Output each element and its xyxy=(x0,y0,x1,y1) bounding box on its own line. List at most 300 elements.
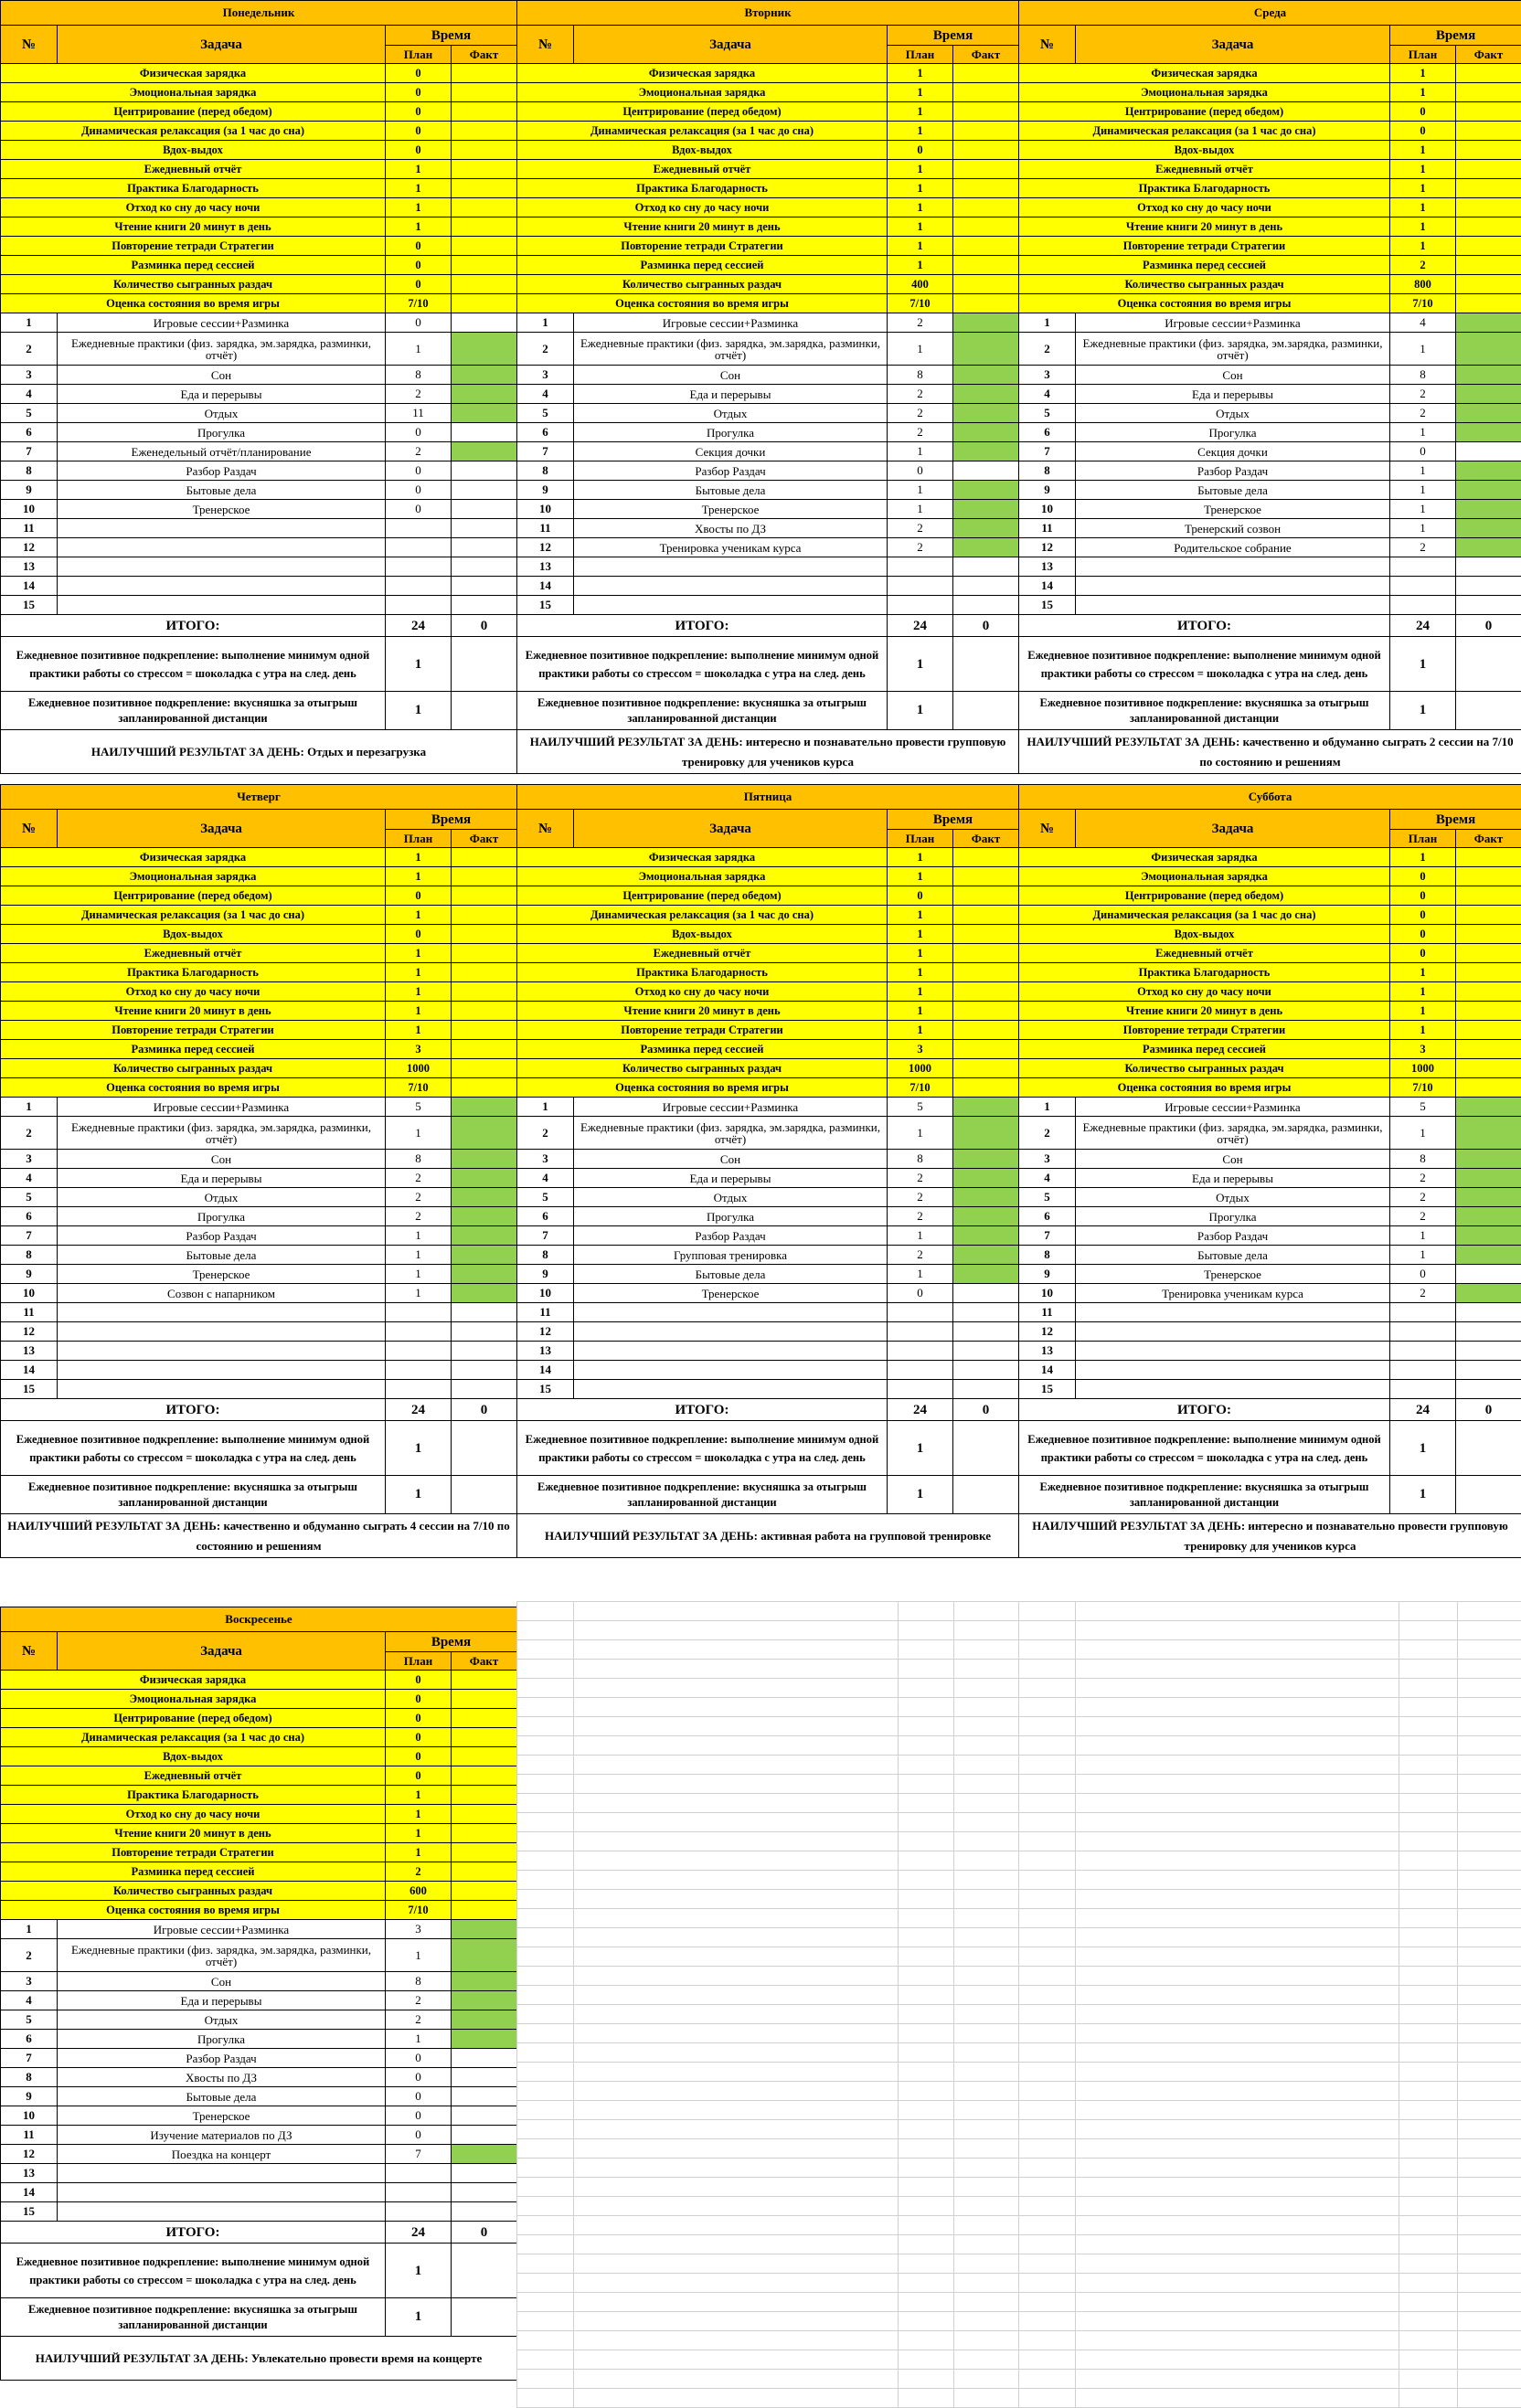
reinforcement-stress-label[interactable]: Ежедневное позитивное подкрепление: выполнение минимум одной практики работы со стрессом = шоколадка с утра на след. день xyxy=(517,637,888,692)
task-plan-hours[interactable]: 2 xyxy=(888,1246,953,1265)
task-fact-cell[interactable] xyxy=(953,1169,1019,1188)
task-name[interactable] xyxy=(58,2183,386,2202)
habit-label[interactable]: Повторение тетради Стратегии xyxy=(1,1021,386,1040)
task-plan-hours[interactable] xyxy=(888,1303,953,1322)
habit-fact-value[interactable] xyxy=(1456,1078,1521,1098)
day-title[interactable]: Среда xyxy=(1019,1,1521,26)
task-fact-cell[interactable] xyxy=(452,1342,517,1361)
habit-plan-value[interactable]: 1 xyxy=(386,1843,452,1862)
task-plan-hours[interactable]: 1 xyxy=(386,1246,452,1265)
habit-plan-value[interactable]: 3 xyxy=(888,1040,953,1059)
habit-fact-value[interactable] xyxy=(953,83,1019,102)
task-plan-hours[interactable]: 1 xyxy=(1390,1117,1456,1150)
task-fact-cell[interactable] xyxy=(452,1939,517,1972)
task-name[interactable]: Разбор Раздач xyxy=(58,461,386,481)
habit-fact-value[interactable] xyxy=(953,237,1019,256)
reinforcement-distance-fact[interactable] xyxy=(953,1476,1019,1514)
task-name[interactable]: Игровые сессии+Разминка xyxy=(58,1098,386,1117)
day-title[interactable]: Вторник xyxy=(517,1,1019,26)
task-fact-cell[interactable] xyxy=(1456,538,1521,557)
habit-label[interactable]: Отход ко сну до часу ночи xyxy=(1019,982,1390,1002)
habit-plan-value[interactable]: 0 xyxy=(386,122,452,141)
habit-fact-value[interactable] xyxy=(1456,141,1521,160)
habit-fact-value[interactable] xyxy=(452,982,517,1002)
task-plan-hours[interactable] xyxy=(888,1361,953,1380)
reinforcement-distance-value[interactable]: 1 xyxy=(386,1476,452,1514)
task-name[interactable]: Секция дочки xyxy=(1076,442,1390,461)
reinforcement-distance-fact[interactable] xyxy=(953,692,1019,730)
task-plan-hours[interactable]: 2 xyxy=(386,1207,452,1226)
habit-label[interactable]: Повторение тетради Стратегии xyxy=(1019,1021,1390,1040)
task-number[interactable]: 13 xyxy=(1019,1342,1076,1361)
task-name[interactable]: Сон xyxy=(574,1150,888,1169)
task-number[interactable]: 15 xyxy=(1,596,58,615)
best-result-cell[interactable] xyxy=(1019,1514,1521,1558)
habit-fact-value[interactable] xyxy=(452,179,517,198)
task-number[interactable]: 14 xyxy=(1019,577,1076,596)
task-number[interactable]: 1 xyxy=(1,1098,58,1117)
habit-plan-value[interactable]: 1 xyxy=(1390,160,1456,179)
habit-plan-value[interactable]: 1 xyxy=(1390,963,1456,982)
task-number[interactable]: 14 xyxy=(1019,1361,1076,1380)
task-name[interactable]: Отдых xyxy=(574,1188,888,1207)
habit-label[interactable]: Ежедневный отчёт xyxy=(517,160,888,179)
task-number[interactable]: 5 xyxy=(1,2010,58,2030)
reinforcement-distance-label[interactable]: Ежедневное позитивное подкрепление: вкусняшка за отыгрыш запланированной дистанции xyxy=(1019,692,1390,730)
task-fact-cell[interactable] xyxy=(452,2202,517,2222)
task-plan-hours[interactable] xyxy=(888,596,953,615)
habit-fact-value[interactable] xyxy=(452,217,517,237)
habit-plan-value[interactable]: 1 xyxy=(888,64,953,83)
habit-label[interactable]: Повторение тетради Стратегии xyxy=(1,237,386,256)
reinforcement-stress-value[interactable]: 1 xyxy=(888,637,953,692)
task-name[interactable]: Хвосты по ДЗ xyxy=(58,2068,386,2087)
habit-label[interactable]: Чтение книги 20 минут в день xyxy=(1,1824,386,1843)
total-plan[interactable]: 24 xyxy=(386,615,452,637)
habit-plan-value[interactable]: 1000 xyxy=(888,1059,953,1078)
task-fact-cell[interactable] xyxy=(953,423,1019,442)
habit-plan-value[interactable]: 0 xyxy=(1390,906,1456,925)
habit-plan-value[interactable]: 1 xyxy=(1390,1002,1456,1021)
habit-label[interactable]: Количество сыгранных раздач xyxy=(1,275,386,294)
habit-fact-value[interactable] xyxy=(452,1805,517,1824)
task-fact-cell[interactable] xyxy=(452,2010,517,2030)
task-plan-hours[interactable]: 1 xyxy=(1390,423,1456,442)
habit-plan-value[interactable]: 1 xyxy=(386,848,452,867)
habit-fact-value[interactable] xyxy=(452,1882,517,1901)
col-task-header[interactable]: Задача xyxy=(574,810,888,848)
task-plan-hours[interactable] xyxy=(386,1361,452,1380)
habit-fact-value[interactable] xyxy=(1456,256,1521,275)
habit-label[interactable]: Практика Благодарность xyxy=(1019,179,1390,198)
col-fact-header[interactable]: Факт xyxy=(953,830,1019,848)
habit-label[interactable]: Эмоциональная зарядка xyxy=(1019,867,1390,886)
habit-fact-value[interactable] xyxy=(953,925,1019,944)
task-plan-hours[interactable]: 0 xyxy=(386,2087,452,2106)
task-name[interactable]: Изучение материалов по ДЗ xyxy=(58,2126,386,2145)
task-number[interactable]: 14 xyxy=(1,577,58,596)
habit-plan-value[interactable]: 0 xyxy=(386,102,452,122)
habit-fact-value[interactable] xyxy=(953,179,1019,198)
col-fact-header[interactable]: Факт xyxy=(452,830,517,848)
task-name[interactable]: Игровые сессии+Разминка xyxy=(58,313,386,333)
task-name[interactable]: Тренировка ученикам курса xyxy=(1076,1284,1390,1303)
habit-label[interactable]: Отход ко сну до часу ночи xyxy=(517,982,888,1002)
habit-label[interactable]: Разминка перед сессией xyxy=(1,256,386,275)
task-number[interactable]: 11 xyxy=(1019,519,1076,538)
habit-label[interactable]: Оценка состояния во время игры xyxy=(1,1901,386,1920)
habit-fact-value[interactable] xyxy=(1456,867,1521,886)
habit-plan-value[interactable]: 0 xyxy=(386,1709,452,1728)
task-number[interactable]: 11 xyxy=(1019,1303,1076,1322)
task-plan-hours[interactable]: 2 xyxy=(1390,1188,1456,1207)
task-name[interactable]: Секция дочки xyxy=(574,442,888,461)
task-name[interactable]: Отдых xyxy=(574,404,888,423)
task-fact-cell[interactable] xyxy=(452,2049,517,2068)
task-fact-cell[interactable] xyxy=(953,1117,1019,1150)
task-plan-hours[interactable]: 1 xyxy=(888,1226,953,1246)
col-time-header[interactable]: Время xyxy=(386,810,517,830)
habit-label[interactable]: Оценка состояния во время игры xyxy=(1019,294,1390,313)
habit-fact-value[interactable] xyxy=(452,906,517,925)
task-number[interactable]: 12 xyxy=(517,1322,574,1342)
habit-label[interactable]: Практика Благодарность xyxy=(1,179,386,198)
task-fact-cell[interactable] xyxy=(1456,333,1521,366)
habit-label[interactable]: Центрирование (перед обедом) xyxy=(1019,886,1390,906)
habit-fact-value[interactable] xyxy=(452,198,517,217)
reinforcement-stress-label[interactable]: Ежедневное позитивное подкрепление: выполнение минимум одной практики работы со стрессом = шоколадка с утра на след. день xyxy=(1019,637,1390,692)
task-number[interactable]: 12 xyxy=(1,2145,58,2164)
habit-label[interactable]: Отход ко сну до часу ночи xyxy=(1,1805,386,1824)
task-fact-cell[interactable] xyxy=(953,557,1019,577)
habit-fact-value[interactable] xyxy=(1456,102,1521,122)
reinforcement-stress-fact[interactable] xyxy=(452,1421,517,1476)
habit-label[interactable]: Разминка перед сессией xyxy=(1019,1040,1390,1059)
task-name[interactable]: Тренерское xyxy=(58,500,386,519)
habit-label[interactable]: Центрирование (перед обедом) xyxy=(1,886,386,906)
habit-fact-value[interactable] xyxy=(953,64,1019,83)
habit-label[interactable]: Ежедневный отчёт xyxy=(1019,160,1390,179)
habit-plan-value[interactable]: 0 xyxy=(1390,102,1456,122)
task-fact-cell[interactable] xyxy=(1456,1380,1521,1399)
habit-fact-value[interactable] xyxy=(452,141,517,160)
task-fact-cell[interactable] xyxy=(452,1322,517,1342)
habit-plan-value[interactable]: 0 xyxy=(888,141,953,160)
habit-plan-value[interactable]: 0 xyxy=(386,141,452,160)
habit-label[interactable]: Динамическая релаксация (за 1 час до сна) xyxy=(1019,906,1390,925)
task-plan-hours[interactable]: 0 xyxy=(386,461,452,481)
habit-fact-value[interactable] xyxy=(1456,1059,1521,1078)
col-task-header[interactable]: Задача xyxy=(58,26,386,64)
task-number[interactable]: 8 xyxy=(1,461,58,481)
habit-label[interactable]: Оценка состояния во время игры xyxy=(1,1078,386,1098)
task-name[interactable]: Бытовые дела xyxy=(1076,481,1390,500)
col-number-header[interactable]: № xyxy=(1,1632,58,1671)
habit-label[interactable]: Количество сыгранных раздач xyxy=(517,1059,888,1078)
habit-fact-value[interactable] xyxy=(1456,179,1521,198)
habit-label[interactable]: Оценка состояния во время игры xyxy=(517,1078,888,1098)
task-name[interactable] xyxy=(1076,596,1390,615)
habit-label[interactable]: Чтение книги 20 минут в день xyxy=(517,1002,888,1021)
habit-label[interactable]: Отход ко сну до часу ночи xyxy=(1019,198,1390,217)
habit-fact-value[interactable] xyxy=(452,256,517,275)
habit-fact-value[interactable] xyxy=(452,1021,517,1040)
task-fact-cell[interactable] xyxy=(953,1226,1019,1246)
task-plan-hours[interactable] xyxy=(1390,557,1456,577)
habit-fact-value[interactable] xyxy=(452,963,517,982)
habit-plan-value[interactable]: 1 xyxy=(888,198,953,217)
task-number[interactable]: 11 xyxy=(1,519,58,538)
reinforcement-distance-value[interactable]: 1 xyxy=(888,1476,953,1514)
reinforcement-distance-fact[interactable] xyxy=(452,2298,517,2337)
habit-fact-value[interactable] xyxy=(452,886,517,906)
reinforcement-stress-fact[interactable] xyxy=(953,637,1019,692)
task-number[interactable]: 5 xyxy=(1019,404,1076,423)
habit-label[interactable]: Вдох-выдох xyxy=(517,925,888,944)
task-plan-hours[interactable] xyxy=(386,1303,452,1322)
habit-label[interactable]: Чтение книги 20 минут в день xyxy=(1,217,386,237)
task-plan-hours[interactable]: 1 xyxy=(1390,481,1456,500)
best-result-cell[interactable] xyxy=(517,730,1019,774)
task-name[interactable]: Разбор Раздач xyxy=(58,1226,386,1246)
task-plan-hours[interactable]: 2 xyxy=(386,2010,452,2030)
total-fact[interactable]: 0 xyxy=(452,2222,517,2244)
habit-label[interactable]: Вдох-выдох xyxy=(1,1747,386,1766)
task-name[interactable]: Бытовые дела xyxy=(574,481,888,500)
reinforcement-stress-label[interactable]: Ежедневное позитивное подкрепление: выполнение минимум одной практики работы со стрессом = шоколадка с утра на след. день xyxy=(1,1421,386,1476)
task-plan-hours[interactable]: 2 xyxy=(888,1169,953,1188)
task-plan-hours[interactable] xyxy=(386,2164,452,2183)
habit-label[interactable]: Динамическая релаксация (за 1 час до сна) xyxy=(517,906,888,925)
habit-plan-value[interactable]: 0 xyxy=(1390,122,1456,141)
habit-label[interactable]: Вдох-выдох xyxy=(1,141,386,160)
task-fact-cell[interactable] xyxy=(452,404,517,423)
task-fact-cell[interactable] xyxy=(452,519,517,538)
task-number[interactable]: 9 xyxy=(1019,481,1076,500)
reinforcement-stress-fact[interactable] xyxy=(1456,637,1521,692)
task-plan-hours[interactable]: 2 xyxy=(386,1188,452,1207)
task-name[interactable]: Сон xyxy=(58,1150,386,1169)
best-result-cell[interactable] xyxy=(1,730,517,774)
task-number[interactable]: 7 xyxy=(1,1226,58,1246)
habit-label[interactable]: Физическая зарядка xyxy=(1,64,386,83)
task-fact-cell[interactable] xyxy=(1456,1226,1521,1246)
task-number[interactable]: 7 xyxy=(517,442,574,461)
reinforcement-distance-value[interactable]: 1 xyxy=(1390,1476,1456,1514)
total-fact[interactable]: 0 xyxy=(452,1399,517,1421)
habit-fact-value[interactable] xyxy=(953,1021,1019,1040)
task-fact-cell[interactable] xyxy=(1456,1117,1521,1150)
task-plan-hours[interactable]: 2 xyxy=(1390,385,1456,404)
task-plan-hours[interactable] xyxy=(1390,1303,1456,1322)
task-fact-cell[interactable] xyxy=(452,1207,517,1226)
habit-label[interactable]: Эмоциональная зарядка xyxy=(1,1690,386,1709)
task-plan-hours[interactable]: 1 xyxy=(888,1265,953,1284)
habit-fact-value[interactable] xyxy=(452,160,517,179)
task-fact-cell[interactable] xyxy=(953,404,1019,423)
task-number[interactable]: 11 xyxy=(517,1303,574,1322)
task-fact-cell[interactable] xyxy=(953,1284,1019,1303)
habit-fact-value[interactable] xyxy=(953,1002,1019,1021)
task-plan-hours[interactable]: 2 xyxy=(386,442,452,461)
habit-label[interactable]: Разминка перед сессией xyxy=(517,1040,888,1059)
task-number[interactable]: 2 xyxy=(1019,333,1076,366)
reinforcement-stress-fact[interactable] xyxy=(1456,1421,1521,1476)
task-name[interactable]: Тренерское xyxy=(1076,500,1390,519)
task-plan-hours[interactable]: 2 xyxy=(888,313,953,333)
reinforcement-stress-value[interactable]: 1 xyxy=(386,1421,452,1476)
task-fact-cell[interactable] xyxy=(452,1380,517,1399)
task-fact-cell[interactable] xyxy=(452,577,517,596)
task-fact-cell[interactable] xyxy=(1456,1207,1521,1226)
task-fact-cell[interactable] xyxy=(452,313,517,333)
habit-fact-value[interactable] xyxy=(953,963,1019,982)
habit-plan-value[interactable]: 0 xyxy=(386,1690,452,1709)
habit-fact-value[interactable] xyxy=(452,1671,517,1690)
reinforcement-stress-fact[interactable] xyxy=(452,2244,517,2298)
task-name[interactable]: Еда и перерывы xyxy=(1076,1169,1390,1188)
task-number[interactable]: 10 xyxy=(517,1284,574,1303)
task-name[interactable]: Еда и перерывы xyxy=(58,1991,386,2010)
habit-fact-value[interactable] xyxy=(953,160,1019,179)
task-fact-cell[interactable] xyxy=(452,1361,517,1380)
task-fact-cell[interactable] xyxy=(1456,557,1521,577)
task-name[interactable]: Хвосты по ДЗ xyxy=(574,519,888,538)
task-plan-hours[interactable]: 0 xyxy=(386,2068,452,2087)
habit-fact-value[interactable] xyxy=(953,1078,1019,1098)
task-name[interactable]: Сон xyxy=(58,366,386,385)
habit-plan-value[interactable]: 1 xyxy=(1390,982,1456,1002)
habit-label[interactable]: Повторение тетради Стратегии xyxy=(1019,237,1390,256)
task-plan-hours[interactable]: 0 xyxy=(386,313,452,333)
task-plan-hours[interactable]: 8 xyxy=(888,1150,953,1169)
task-name[interactable]: Тренировка ученикам курса xyxy=(574,538,888,557)
task-name[interactable]: Тренерское xyxy=(58,1265,386,1284)
reinforcement-distance-label[interactable]: Ежедневное позитивное подкрепление: вкусняшка за отыгрыш запланированной дистанции xyxy=(517,1476,888,1514)
task-plan-hours[interactable]: 1 xyxy=(386,1284,452,1303)
habit-label[interactable]: Практика Благодарность xyxy=(1,1786,386,1805)
task-name[interactable]: Еда и перерывы xyxy=(574,1169,888,1188)
habit-fact-value[interactable] xyxy=(452,848,517,867)
task-fact-cell[interactable] xyxy=(1456,313,1521,333)
habit-plan-value[interactable]: 0 xyxy=(386,275,452,294)
task-number[interactable]: 11 xyxy=(1,2126,58,2145)
task-plan-hours[interactable]: 1 xyxy=(888,481,953,500)
col-task-header[interactable]: Задача xyxy=(58,810,386,848)
task-name[interactable]: Разбор Раздач xyxy=(574,461,888,481)
habit-fact-value[interactable] xyxy=(953,944,1019,963)
task-fact-cell[interactable] xyxy=(1456,500,1521,519)
habit-plan-value[interactable]: 1 xyxy=(386,867,452,886)
task-name[interactable]: Тренерское xyxy=(58,2106,386,2126)
total-plan[interactable]: 24 xyxy=(888,615,953,637)
task-number[interactable]: 1 xyxy=(1019,1098,1076,1117)
task-fact-cell[interactable] xyxy=(953,366,1019,385)
task-plan-hours[interactable]: 1 xyxy=(386,1226,452,1246)
task-fact-cell[interactable] xyxy=(1456,1361,1521,1380)
task-plan-hours[interactable] xyxy=(386,1322,452,1342)
task-plan-hours[interactable]: 5 xyxy=(1390,1098,1456,1117)
task-number[interactable]: 1 xyxy=(1019,313,1076,333)
habit-label[interactable]: Повторение тетради Стратегии xyxy=(517,237,888,256)
col-plan-header[interactable]: План xyxy=(386,46,452,64)
habit-plan-value[interactable]: 1 xyxy=(1390,141,1456,160)
task-plan-hours[interactable]: 2 xyxy=(1390,1169,1456,1188)
task-name[interactable] xyxy=(58,538,386,557)
task-number[interactable]: 11 xyxy=(1,1303,58,1322)
habit-plan-value[interactable]: 1 xyxy=(1390,198,1456,217)
task-name[interactable] xyxy=(58,557,386,577)
task-number[interactable]: 15 xyxy=(1,1380,58,1399)
task-plan-hours[interactable]: 1 xyxy=(386,2030,452,2049)
task-fact-cell[interactable] xyxy=(452,1117,517,1150)
task-fact-cell[interactable] xyxy=(452,1169,517,1188)
task-plan-hours[interactable]: 1 xyxy=(1390,461,1456,481)
task-number[interactable]: 15 xyxy=(517,1380,574,1399)
task-number[interactable]: 3 xyxy=(1,1150,58,1169)
habit-fact-value[interactable] xyxy=(452,294,517,313)
task-name[interactable] xyxy=(58,1342,386,1361)
col-time-header[interactable]: Время xyxy=(888,810,1019,830)
task-number[interactable]: 8 xyxy=(1019,1246,1076,1265)
task-number[interactable]: 3 xyxy=(1019,1150,1076,1169)
habit-plan-value[interactable]: 1 xyxy=(1390,1021,1456,1040)
reinforcement-stress-label[interactable]: Ежедневное позитивное подкрепление: выполнение минимум одной практики работы со стрессом = шоколадка с утра на след. день xyxy=(1019,1421,1390,1476)
habit-label[interactable]: Отход ко сну до часу ночи xyxy=(517,198,888,217)
habit-plan-value[interactable]: 1 xyxy=(1390,64,1456,83)
habit-fact-value[interactable] xyxy=(452,275,517,294)
total-fact[interactable]: 0 xyxy=(953,615,1019,637)
reinforcement-stress-label[interactable]: Ежедневное позитивное подкрепление: выполнение минимум одной практики работы со стрессом = шоколадка с утра на след. день xyxy=(1,2244,386,2298)
habit-plan-value[interactable]: 0 xyxy=(1390,867,1456,886)
task-number[interactable]: 12 xyxy=(1,1322,58,1342)
col-time-header[interactable]: Время xyxy=(1390,26,1521,46)
task-plan-hours[interactable]: 4 xyxy=(1390,313,1456,333)
task-name[interactable]: Бытовые дела xyxy=(574,1265,888,1284)
habit-plan-value[interactable]: 1 xyxy=(888,963,953,982)
task-name[interactable]: Отдых xyxy=(58,2010,386,2030)
habit-label[interactable]: Отход ко сну до часу ночи xyxy=(1,198,386,217)
habit-label[interactable]: Динамическая релаксация (за 1 час до сна) xyxy=(1,906,386,925)
habit-fact-value[interactable] xyxy=(953,122,1019,141)
task-plan-hours[interactable] xyxy=(1390,596,1456,615)
habit-label[interactable]: Практика Благодарность xyxy=(1,963,386,982)
task-fact-cell[interactable] xyxy=(1456,1265,1521,1284)
habit-fact-value[interactable] xyxy=(452,1002,517,1021)
reinforcement-stress-label[interactable]: Ежедневное позитивное подкрепление: выполнение минимум одной практики работы со стрессом = шоколадка с утра на след. день xyxy=(1,637,386,692)
habit-fact-value[interactable] xyxy=(452,1824,517,1843)
task-number[interactable]: 3 xyxy=(1,1972,58,1991)
habit-plan-value[interactable]: 1 xyxy=(386,1805,452,1824)
task-number[interactable]: 14 xyxy=(517,577,574,596)
reinforcement-distance-value[interactable]: 1 xyxy=(386,692,452,730)
task-number[interactable]: 12 xyxy=(1019,538,1076,557)
task-plan-hours[interactable]: 1 xyxy=(888,1117,953,1150)
task-number[interactable]: 15 xyxy=(1019,596,1076,615)
habit-fact-value[interactable] xyxy=(953,102,1019,122)
task-number[interactable]: 2 xyxy=(1019,1117,1076,1150)
task-name[interactable]: Отдых xyxy=(58,404,386,423)
task-name[interactable]: Ежедневные практики (физ. зарядка, эм.зарядка, разминки, отчёт) xyxy=(1076,333,1390,366)
task-plan-hours[interactable] xyxy=(1390,577,1456,596)
total-label[interactable]: ИТОГО: xyxy=(1,615,386,637)
habit-fact-value[interactable] xyxy=(1456,1002,1521,1021)
habit-label[interactable]: Практика Благодарность xyxy=(1019,963,1390,982)
habit-label[interactable]: Количество сыгранных раздач xyxy=(1019,275,1390,294)
habit-plan-value[interactable]: 1 xyxy=(386,160,452,179)
task-number[interactable]: 7 xyxy=(1019,442,1076,461)
task-fact-cell[interactable] xyxy=(452,1991,517,2010)
